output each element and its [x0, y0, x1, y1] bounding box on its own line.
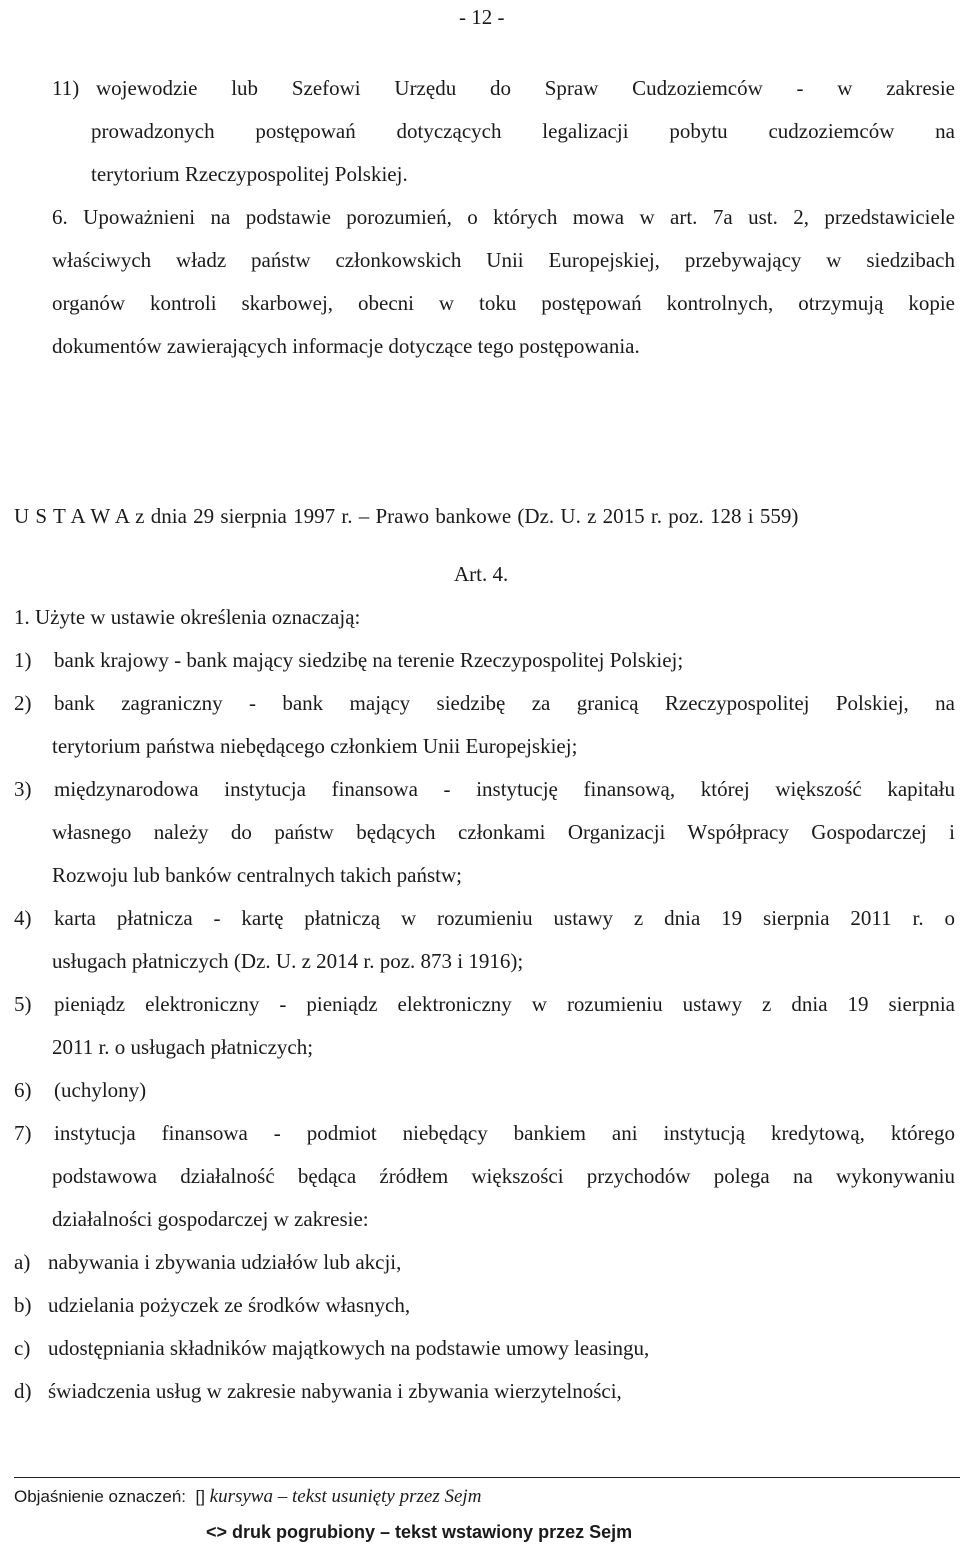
definition-4-number: 4) — [14, 906, 32, 930]
footer-legend-label: Objaśnienie oznaczeń: — [14, 1487, 187, 1506]
definition-3-line-3: Rozwoju lub banków centralnych takich państw; — [52, 863, 462, 887]
article-intro: 1. Użyte w ustawie określenia oznaczają: — [14, 605, 361, 629]
definition-7-line-1: instytucja finansowa - podmiot niebędący bankiem ani instytucją kredytową, którego — [54, 1121, 955, 1145]
item-6-line-1: 6. Upoważnieni na podstawie porozumień, o których mowa w art. 7a ust. 2, przedstawiciele — [52, 205, 955, 229]
subitem-d-letter: d) — [14, 1379, 32, 1403]
subitem-a-letter: a) — [14, 1250, 31, 1274]
item-6-line-4: dokumentów zawierających informacje dotyczące tego postępowania. — [52, 334, 640, 358]
subitem-c-letter: c) — [14, 1336, 31, 1360]
item-11-number: 11) — [52, 76, 80, 100]
definition-7-line-3: działalności gospodarczej w zakresie: — [52, 1207, 369, 1231]
footer-bold-legend: <> druk pogrubiony – tekst wstawiony przez Sejm — [206, 1522, 633, 1542]
article-heading: Art. 4. — [454, 562, 509, 586]
definition-5-number: 5) — [14, 992, 32, 1016]
footer-bracket-symbol: [] — [195, 1487, 205, 1506]
subitem-b-letter: b) — [14, 1293, 32, 1317]
definition-2-line-1: bank zagraniczny - bank mający siedzibę za granicą Rzeczypospolitej Polskiej, na — [54, 691, 955, 715]
definition-6-line-1: (uchylony) — [54, 1078, 147, 1102]
definition-2-number: 2) — [14, 691, 32, 715]
definition-3-line-2: własnego należy do państw będących członkami Organizacji Współpracy Gospodarczej i — [52, 820, 955, 844]
page-number: - 12 - — [459, 5, 505, 29]
definition-5-line-2: 2011 r. o usługach płatniczych; — [52, 1035, 314, 1059]
definition-2-line-2: terytorium państwa niebędącego członkiem Unii Europejskiej; — [52, 734, 578, 758]
subitem-a-text: nabywania i zbywania udziałów lub akcji, — [48, 1250, 402, 1274]
footer-legend — [14, 1486, 481, 1508]
definition-7-number: 7) — [14, 1121, 32, 1145]
subitem-b-text: udzielania pożyczek ze środków własnych, — [48, 1293, 411, 1317]
footer-divider — [14, 1477, 960, 1478]
definition-1-number: 1) — [14, 648, 32, 672]
item-6-line-3: organów kontroli skarbowej, obecni w toku postępowań kontrolnych, otrzymują kopie — [52, 291, 955, 315]
definition-4-line-1: karta płatnicza - kartę płatniczą w rozumieniu ustawy z dnia 19 sierpnia 2011 r. o — [54, 906, 955, 930]
subitem-c-text: udostępniania składników majątkowych na podstawie umowy leasingu, — [48, 1336, 650, 1360]
definition-7-line-2: podstawowa działalność będąca źródłem większości przychodów polega na wykonywaniu — [52, 1164, 955, 1188]
item-11-line-1: wojewodzie lub Szefowi Urzędu do Spraw Cudzoziemców - w zakresie — [96, 76, 955, 100]
subitem-d-text: świadczenia usług w zakresie nabywania i zbywania wierzytelności, — [48, 1379, 622, 1403]
definition-4-line-2: usługach płatniczych (Dz. U. z 2014 r. poz. 873 i 1916); — [52, 949, 524, 973]
act-header: U S T A W A z dnia 29 sierpnia 1997 r. – Prawo bankowe (Dz. U. z 2015 r. poz. 128 i 559) — [14, 504, 799, 528]
definition-3-line-1: międzynarodowa instytucja finansowa - instytucję finansową, której większość kapitału — [54, 777, 955, 801]
definition-5-line-1: pieniądz elektroniczny - pieniądz elektroniczny w rozumieniu ustawy z dnia 19 sierpnia — [54, 992, 955, 1016]
item-11-line-2: prowadzonych postępowań dotyczących legalizacji pobytu cudzoziemców na — [91, 119, 955, 143]
definition-1-line-1: bank krajowy - bank mający siedzibę na terenie Rzeczypospolitej Polskiej; — [54, 648, 684, 672]
item-6-line-2: właściwych władz państw członkowskich Unii Europejskiej, przebywający w siedzibach — [52, 248, 955, 272]
definition-6-number: 6) — [14, 1078, 32, 1102]
definition-3-number: 3) — [14, 777, 32, 801]
footer-bracket-description: kursywa – tekst usunięty przez Sejm — [209, 1486, 482, 1507]
item-11-line-3: terytorium Rzeczypospolitej Polskiej. — [91, 162, 408, 186]
